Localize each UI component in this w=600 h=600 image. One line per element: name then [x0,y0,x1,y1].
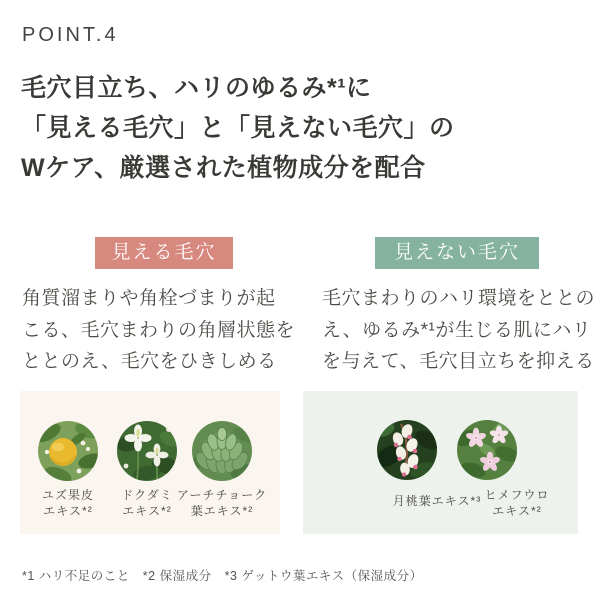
desc-line: ととのえ、毛穴をひきしめる [22,351,277,372]
headline-line-1: 毛穴目立ち、ハリのゆるみ*¹に [21,74,372,102]
desc-line: を与えて、毛穴目立ちを抑える [322,351,595,372]
dokudami-photo [117,421,177,481]
desc-line: え、ゆるみ*¹が生じる肌にハリ [322,319,592,341]
desc-line: 毛穴まわりのハリ環境をととの [322,288,596,309]
point-label: POINT.4 [22,24,119,46]
invisible-pores-badge: 見えない毛穴 [375,237,539,269]
gettou-leaf-photo [377,420,437,480]
visible-pores-ingredients-box [20,391,280,534]
ingredient-label-gettou: 月桃葉エキス*³ [392,494,482,508]
ingredient-label-artichoke: アーチチョーク 葉エキス*² [176,488,268,518]
himefuuro-photo [457,420,517,480]
desc-line: こる、毛穴まわりの角層状態を [22,319,296,341]
visible-pores-description [22,283,295,378]
ingredient-label-himefuuro: ヒメフウロ エキス*² [484,488,550,518]
desc-line: 角質溜まりや角栓づまりが起 [22,288,276,309]
invisible-pores-description [322,283,595,378]
ingredient-label-yuzu: ユズ果皮 エキス*² [41,488,94,518]
headline [21,68,455,188]
invisible-pores-ingredients-box [303,391,578,534]
headline-line-3: Wケア、厳選された植物成分を配合 [21,154,426,182]
ingredient-label-dokudami: ドクダミ エキス*² [121,488,173,518]
yuzu-peel-photo [38,421,98,481]
footnote: *1 ハリ不足のこと *2 保湿成分 *3 ゲットウ葉エキス（保湿成分） [22,569,423,583]
visible-pores-badge: 見える毛穴 [95,237,233,269]
artichoke-photo [192,421,252,481]
headline-line-2: 「見える毛穴」と「見えない毛穴」の [21,114,455,142]
